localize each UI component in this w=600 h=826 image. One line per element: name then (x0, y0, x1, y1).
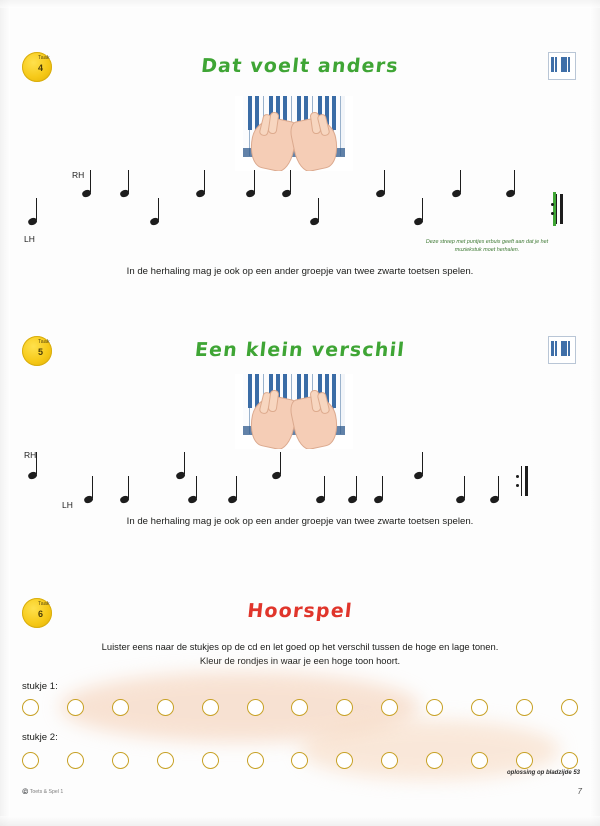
answer-circle[interactable] (336, 752, 353, 769)
answer-circle[interactable] (247, 699, 264, 716)
repeat-explanation-note: Deze streep met puntjes erbuis geeft aan dat je het muziekstuk moet herhalen. (425, 239, 549, 253)
scan-edge-top (0, 0, 600, 8)
task-instruction-line2: Kleur de rondjes in waar je een hoge toon hoort. (199, 655, 401, 666)
task-title-6: Hoorspel (246, 600, 354, 622)
answer-circle[interactable] (336, 699, 353, 716)
answer-circle[interactable] (516, 752, 533, 769)
task-title-5: Een klein verschil (193, 339, 407, 361)
stukje-1-label: stukje 1: (22, 681, 58, 692)
stukje-1-circle-row[interactable] (22, 699, 578, 716)
task-caption-4: In de herhaling mag je ook op een ander groepje van twee zwarte toetsen spelen. (126, 266, 474, 277)
task-badge-number: 5 (38, 347, 44, 357)
answer-circle[interactable] (291, 699, 308, 716)
answer-circle[interactable] (426, 752, 443, 769)
scan-edge-left (0, 0, 10, 826)
answer-circle[interactable] (202, 752, 219, 769)
answer-reference-note: oplossing op bladzijde 53 (506, 770, 580, 776)
task-title-4: Dat voelt anders (200, 55, 400, 77)
answer-circle[interactable] (381, 699, 398, 716)
hands-on-keyboard-photo-5 (235, 374, 353, 449)
answer-circle[interactable] (247, 752, 264, 769)
stukje-2-label: stukje 2: (22, 732, 58, 743)
answer-circle[interactable] (381, 752, 398, 769)
answer-circle[interactable] (22, 752, 39, 769)
answer-circle[interactable] (157, 699, 174, 716)
task-badge-word: Taak (38, 55, 50, 61)
answer-circle[interactable] (471, 752, 488, 769)
answer-circle[interactable] (471, 699, 488, 716)
task-instruction-line1: Luister eens naar de stukjes op de cd en let goed op het verschil tussen de hoge en lage tonen. (101, 641, 499, 652)
hand-label-rh-4: RH (72, 170, 85, 180)
task-badge-word: Taak (38, 339, 50, 345)
task-caption-5: In de herhaling mag je ook op een ander groepje van twee zwarte toetsen spelen. (126, 516, 474, 527)
answer-circle[interactable] (157, 752, 174, 769)
stukje-2-circle-row[interactable] (22, 752, 578, 769)
piano-icon (548, 336, 576, 364)
piano-icon (548, 52, 576, 80)
answer-circle[interactable] (112, 699, 129, 716)
answer-circle[interactable] (22, 699, 39, 716)
footer-copyright: ©️ Toets & Spel 1 (22, 789, 64, 795)
answer-circle[interactable] (426, 699, 443, 716)
answer-circle[interactable] (561, 699, 578, 716)
hand-label-lh-5: LH (62, 500, 73, 510)
page-number: 7 (577, 787, 582, 796)
scan-edge-right (590, 0, 600, 826)
answer-circle[interactable] (112, 752, 129, 769)
answer-circle[interactable] (67, 699, 84, 716)
hand-label-rh-5: RH (24, 450, 37, 460)
scan-edge-bottom (0, 816, 600, 826)
task-badge-number: 4 (38, 63, 44, 73)
answer-circle[interactable] (561, 752, 578, 769)
hands-on-keyboard-photo-4 (235, 96, 353, 171)
task-badge-word: Taak (38, 601, 50, 607)
task-badge-number: 6 (38, 609, 44, 619)
hand-label-lh-4: LH (24, 234, 35, 244)
answer-circle[interactable] (291, 752, 308, 769)
answer-circle[interactable] (516, 699, 533, 716)
answer-circle[interactable] (67, 752, 84, 769)
answer-circle[interactable] (202, 699, 219, 716)
